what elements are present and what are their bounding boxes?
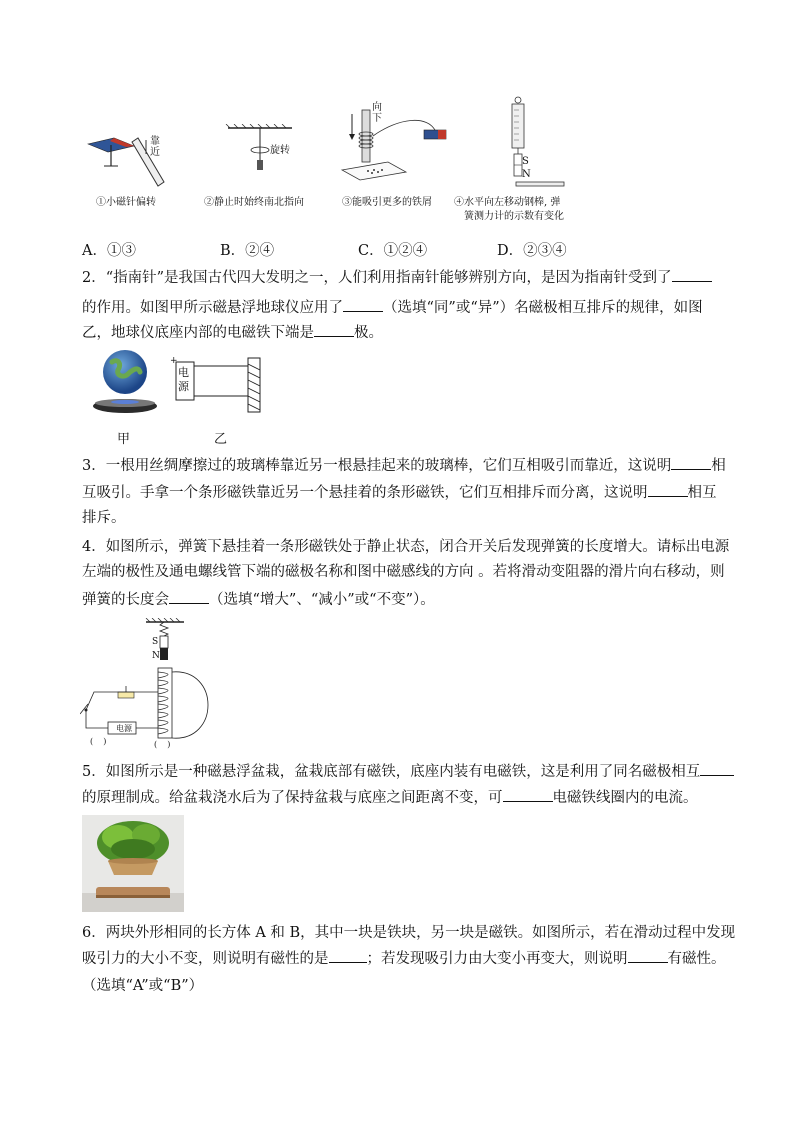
q6-blank-2[interactable]: [628, 948, 668, 963]
q3-line1: 3．一根用丝绸摩擦过的玻璃棒靠近另一根悬挂起来的玻璃棒，它们互相吸引而靠近，这说明 相: [82, 455, 726, 476]
fig2-caption: ②静止时始终南北指向: [204, 197, 304, 208]
solenoid-circuit-diagram: [80, 618, 220, 754]
fig-yi-label: 乙: [214, 432, 228, 447]
q2-line3: 乙，地球仪底座内部的电磁铁下端是 极。: [82, 322, 383, 343]
q4-line3: 弹簧的长度会 （选填“增大”、“减小”或“不变”）。: [82, 589, 435, 610]
q4-line1: 4．如图所示，弹簧下悬挂着一条形磁铁处于静止状态，闭合开关后发现弹簧的长度增大。请标出电源: [82, 539, 730, 555]
q4-pole-answer-left: ( ): [90, 737, 107, 746]
option-a: A．①③: [82, 243, 136, 259]
q3-line3: 排斥。: [82, 510, 126, 526]
option-b: B．②④: [220, 243, 275, 259]
q4-pole-answer-bottom: ( ): [154, 740, 171, 749]
q3-blank-2[interactable]: [648, 482, 688, 497]
compass-rod-diagram: [86, 132, 176, 192]
option-d: D．②③④: [497, 243, 567, 259]
levitating-bonsai-photo: [82, 815, 184, 912]
fig4-caption-line2: 簧测力计的示数有变化: [464, 211, 564, 222]
fig2-label: 旋转: [270, 145, 290, 156]
q6-line2: 吸引力的大小不变，则说明有磁性的是 ；若发现吸引力由大变小再变大，则说明 有磁性。: [82, 948, 726, 969]
q6-line3: （选填“A”或“B”）: [82, 978, 204, 994]
fig1-label: 靠近: [150, 136, 160, 158]
q4-pole-s: S: [152, 637, 159, 647]
electromagnet-filings-diagram: [338, 108, 458, 188]
q2-line2: 的作用。如图甲所示磁悬浮地球仪应用了 （选填“同”或“异”）名磁极相互排斥的规律，如图: [82, 297, 703, 318]
fig1-caption: ①小磁针偏转: [96, 197, 156, 208]
q2-plus-sign: +: [170, 356, 178, 366]
fig4-pole-s: S: [522, 156, 529, 167]
q4-line2: 左端的极性及通电螺线管下端的磁极名称和图中磁感线的方向 。若将滑动变阻器的滑片向右移动，则: [82, 564, 725, 580]
q1-figure-row: [80, 92, 600, 227]
q5-blank-1[interactable]: [700, 761, 734, 776]
q4-pole-n: N: [152, 651, 160, 661]
option-c: C．①②④: [358, 243, 428, 259]
q3-line2: 互吸引。手拿一个条形磁铁靠近另一个悬挂着的条形磁铁，它们互相排斥而分离，这说明 相互: [82, 482, 717, 503]
fig-jia-label: 甲: [117, 432, 131, 447]
q4-blank-1[interactable]: [169, 589, 209, 604]
q3-blank-1[interactable]: [671, 455, 711, 470]
fig3-caption: ③能吸引更多的铁屑: [342, 197, 432, 208]
q2-blank-1[interactable]: [672, 267, 712, 282]
q2-blank-3[interactable]: [314, 322, 354, 337]
spring-scale-diagram: [498, 96, 568, 191]
fig4-caption-line1: ④水平向左移动钢棒, 弹: [454, 197, 561, 208]
fig3-label: 向下: [372, 102, 382, 124]
q2-blank-2[interactable]: [343, 297, 383, 312]
q6-blank-1[interactable]: [329, 948, 367, 963]
q4-power-label: 电源: [116, 724, 132, 733]
q5-blank-2[interactable]: [503, 787, 553, 802]
q6-line1: 6．两块外形相同的长方体 A 和 B，其中一块是铁块，另一块是磁铁。如图所示，若在滑动过程中发现: [82, 925, 736, 941]
levitating-globe-image: [88, 348, 162, 416]
q5-line2: 的原理制成。给盆栽浇水后为了保持盆栽与底座之间距离不变，可 电磁铁线圈内的电流。: [82, 787, 698, 808]
fig4-pole-n: N: [522, 169, 531, 180]
q2-line1: 2．“指南针”是我国古代四大发明之一，人们利用指南针能够辨别方向，是因为指南针受到了: [82, 267, 712, 288]
q2-power-label: 电源: [178, 366, 189, 393]
q5-line1: 5．如图所示是一种磁悬浮盆栽，盆栽底部有磁铁，底座内装有电磁铁，这是利用了同名磁极相互: [82, 761, 734, 782]
